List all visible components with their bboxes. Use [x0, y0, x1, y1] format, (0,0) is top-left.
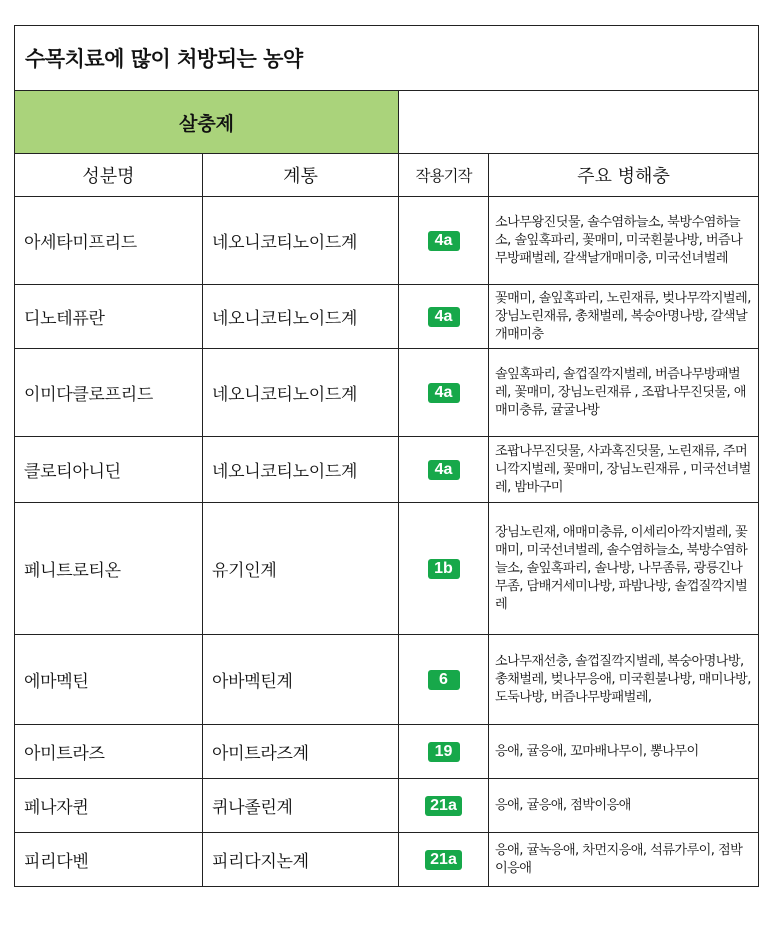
moa-badge: 4a — [428, 307, 460, 327]
table-title: 수목치료에 많이 처방되는 농약 — [15, 26, 759, 91]
chemical-class: 네오니코티노이드계 — [203, 197, 399, 285]
ingredient-name: 아세타미프리드 — [15, 197, 203, 285]
target-pests: 소나무왕진딧물, 솔수염하늘소, 북방수염하늘소, 솔잎혹파리, 꽃매미, 미국흰불나방, 버즘나무방패벌레, 갈색날개매미충, 미국선녀벌레 — [489, 197, 759, 285]
table-row — [15, 833, 759, 887]
table-row — [15, 197, 759, 285]
header-class: 계통 — [203, 154, 399, 197]
table-row — [15, 779, 759, 833]
chemical-class: 피리다지논계 — [203, 833, 399, 887]
moa-badge: 1b — [428, 559, 460, 579]
moa-badge: 4a — [428, 383, 460, 403]
ingredient-name: 페니트로티온 — [15, 503, 203, 635]
moa-badge: 21a — [425, 850, 462, 870]
moa-badge: 4a — [428, 231, 460, 251]
category-label: 살충제 — [15, 91, 399, 154]
target-pests: 소나무재선충, 솔껍질깍지벌레, 복숭아명나방, 총채벌레, 벚나무응애, 미국흰불나방, 매미나방, 도둑나방, 버즘나무방패벌레, — [489, 635, 759, 725]
target-pests: 응애, 귤녹응애, 차먼지응애, 석류가루이, 점박이응애 — [489, 833, 759, 887]
table-row — [15, 285, 759, 349]
moa-badge: 4a — [428, 460, 460, 480]
target-pests: 응애, 귤응애, 꼬마배나무이, 뽕나무이 — [489, 725, 759, 779]
target-pests: 솔잎혹파리, 솔껍질깍지벌레, 버즘나무방패벌레, 꽃매미, 장님노린재류 , 조팝나무진딧물, 애매미충류, 귤굴나방 — [489, 349, 759, 437]
chemical-class: 네오니코티노이드계 — [203, 349, 399, 437]
ingredient-name: 페나자퀸 — [15, 779, 203, 833]
target-pests: 응애, 귤응애, 점박이응애 — [489, 779, 759, 833]
table-row — [15, 349, 759, 437]
chemical-class: 네오니코티노이드계 — [203, 285, 399, 349]
ingredient-name: 클로티아니딘 — [15, 437, 203, 503]
target-pests: 조팝나무진딧물, 사과혹진딧물, 노린재류, 주머니깍지벌레, 꽃매미, 장님노린재류 , 미국선녀벌레, 밤바구미 — [489, 437, 759, 503]
ingredient-name: 에마멕틴 — [15, 635, 203, 725]
header-pests: 주요 병해충 — [489, 154, 759, 197]
chemical-class: 아바멕틴계 — [203, 635, 399, 725]
chemical-class: 네오니코티노이드계 — [203, 437, 399, 503]
header-moa: 작용기작 — [399, 154, 489, 197]
moa-badge: 21a — [425, 796, 462, 816]
table-row — [15, 635, 759, 725]
header-row — [15, 154, 759, 197]
moa-badge: 19 — [428, 742, 460, 762]
chemical-class: 퀴나졸린계 — [203, 779, 399, 833]
table-row — [15, 503, 759, 635]
ingredient-name: 이미다클로프리드 — [15, 349, 203, 437]
ingredient-name: 디노테퓨란 — [15, 285, 203, 349]
chemical-class: 아미트라즈계 — [203, 725, 399, 779]
pesticide-table — [14, 25, 759, 887]
header-ingredient: 성분명 — [15, 154, 203, 197]
target-pests: 꽃매미, 솔잎혹파리, 노린재류, 벚나무깍지벌레, 장님노린재류, 총채벌레, 복숭아명나방, 갈색날개매미충 — [489, 285, 759, 349]
ingredient-name: 아미트라즈 — [15, 725, 203, 779]
ingredient-name: 피리다벤 — [15, 833, 203, 887]
moa-badge: 6 — [428, 670, 460, 690]
table-row — [15, 437, 759, 503]
table-row — [15, 725, 759, 779]
target-pests: 장님노린재, 애매미충류, 이세리아깍지벌레, 꽃매미, 미국선녀벌레, 솔수염하늘소, 북방수염하늘소, 솔잎혹파리, 솔나방, 나무좀류, 광릉긴나무좀, 담배거세미나방, 파밤나방, 솔껍질깍지벌레 — [489, 503, 759, 635]
category-empty-cell — [399, 91, 759, 154]
chemical-class: 유기인계 — [203, 503, 399, 635]
